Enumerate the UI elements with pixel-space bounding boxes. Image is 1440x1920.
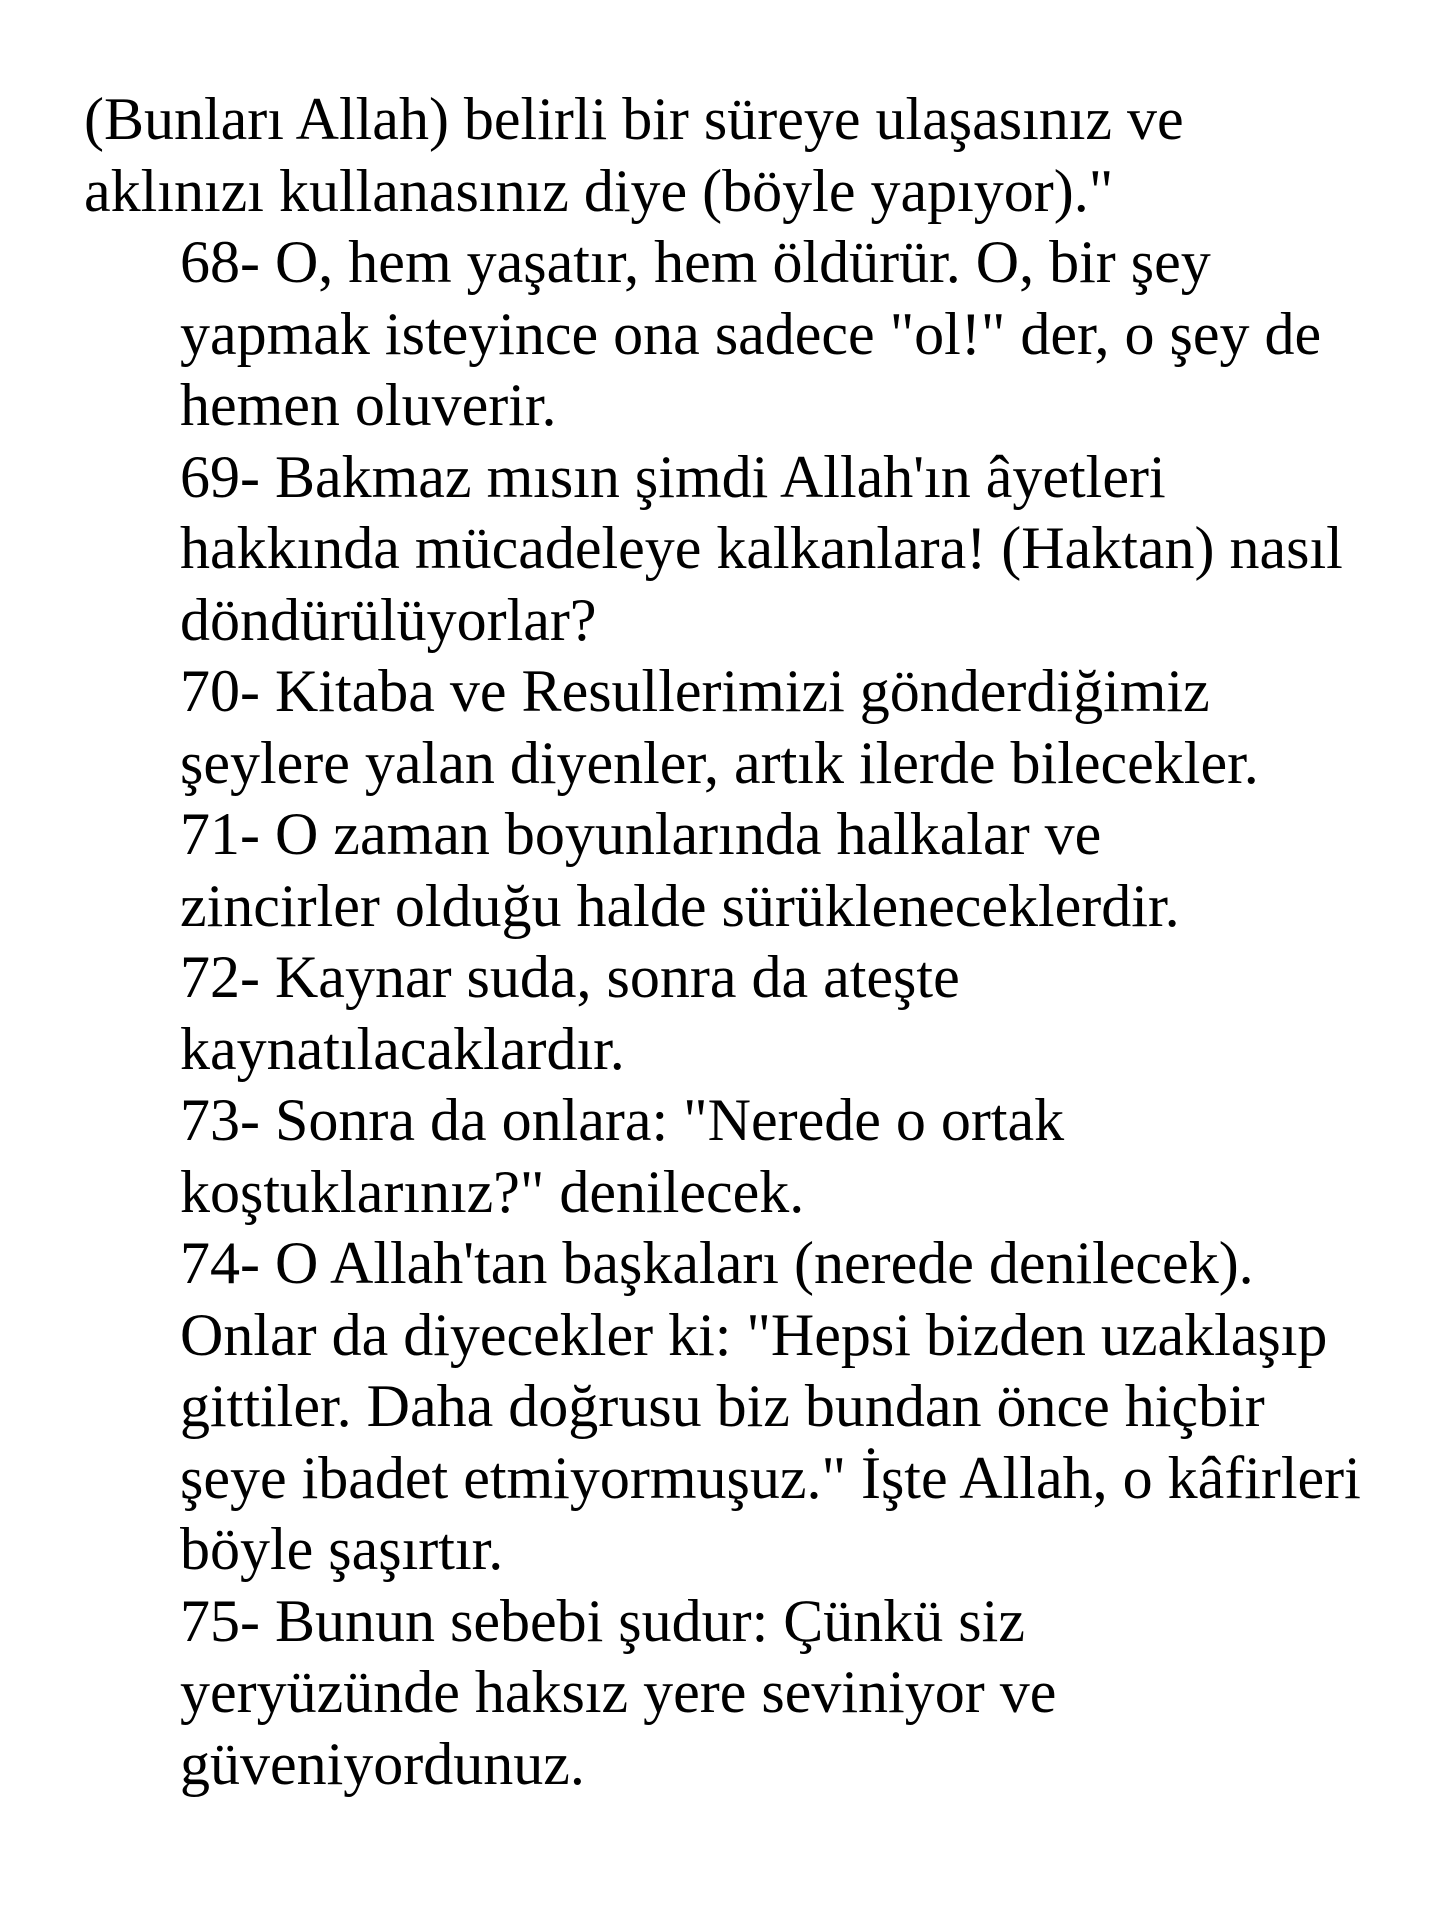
- text-line: 72- Kaynar suda, sonra da ateşte: [180, 944, 960, 1010]
- text-line: şeylere yalan diyenler, artık ilerde bilecekler.: [180, 729, 1259, 796]
- text-line: güveniyordunuz.: [180, 1730, 585, 1797]
- text-line: yeryüzünde haksız yere seviniyor ve: [180, 1659, 1057, 1725]
- paragraph-verse-68: [84, 227, 1404, 442]
- paragraph-verse-73: [84, 1085, 1404, 1228]
- text-line: 75- Bunun sebebi şudur: Çünkü siz: [180, 1587, 1025, 1654]
- text-line: hemen oluverir.: [180, 372, 557, 438]
- text-line: (Bunları Allah) belirli bir süreye ulaşasınız ve: [84, 86, 1184, 152]
- text-line: kaynatılacaklardır.: [180, 1015, 625, 1082]
- text-line: zincirler olduğu halde sürükleneceklerdir.: [180, 872, 1180, 939]
- text-line: 69- Bakmaz mısın şimdi Allah'ın âyetleri: [180, 443, 1166, 510]
- text-line: 70- Kitaba ve Resullerimizi gönderdiğimiz: [180, 658, 1210, 724]
- text-line: 73- Sonra da onlara: "Nerede o ortak: [180, 1087, 1065, 1153]
- text-line: gittiler. Daha doğrusu biz bundan önce hiçbir: [180, 1373, 1265, 1439]
- text-line: 74- O Allah'tan başkaları (nerede denilecek).: [180, 1230, 1254, 1296]
- text-line: 71- O zaman boyunlarında halkalar ve: [180, 801, 1102, 867]
- paragraph-verse-70: [84, 656, 1404, 799]
- paragraph-intro: [84, 84, 1404, 227]
- paragraph-verse-69: [84, 442, 1404, 657]
- paragraph-verse-75: [84, 1586, 1404, 1801]
- paragraph-verse-72: [84, 942, 1404, 1085]
- text-line: döndürülüyorlar?: [180, 586, 597, 653]
- text-line: Onlar da diyecekler ki: "Hepsi bizden uzaklaşıp: [180, 1301, 1328, 1368]
- text-line: şeye ibadet etmiyormuşuz." İşte Allah, o kâfirleri: [180, 1444, 1361, 1511]
- text-line: hakkında mücadeleye kalkanlara! (Haktan) nasıl: [180, 515, 1343, 581]
- text-line: koştuklarınız?" denilecek.: [180, 1158, 805, 1225]
- text-line: aklınızı kullanasınız diye (böyle yapıyor).": [84, 157, 1114, 224]
- document-text: [84, 84, 1404, 1800]
- text-line: böyle şaşırtır.: [180, 1516, 504, 1582]
- paragraph-verse-74: [84, 1228, 1404, 1586]
- text-line: 68- O, hem yaşatır, hem öldürür. O, bir şey: [180, 229, 1211, 295]
- text-line: yapmak isteyince ona sadece "ol!" der, o şey de: [180, 300, 1322, 367]
- paragraph-verse-71: [84, 799, 1404, 942]
